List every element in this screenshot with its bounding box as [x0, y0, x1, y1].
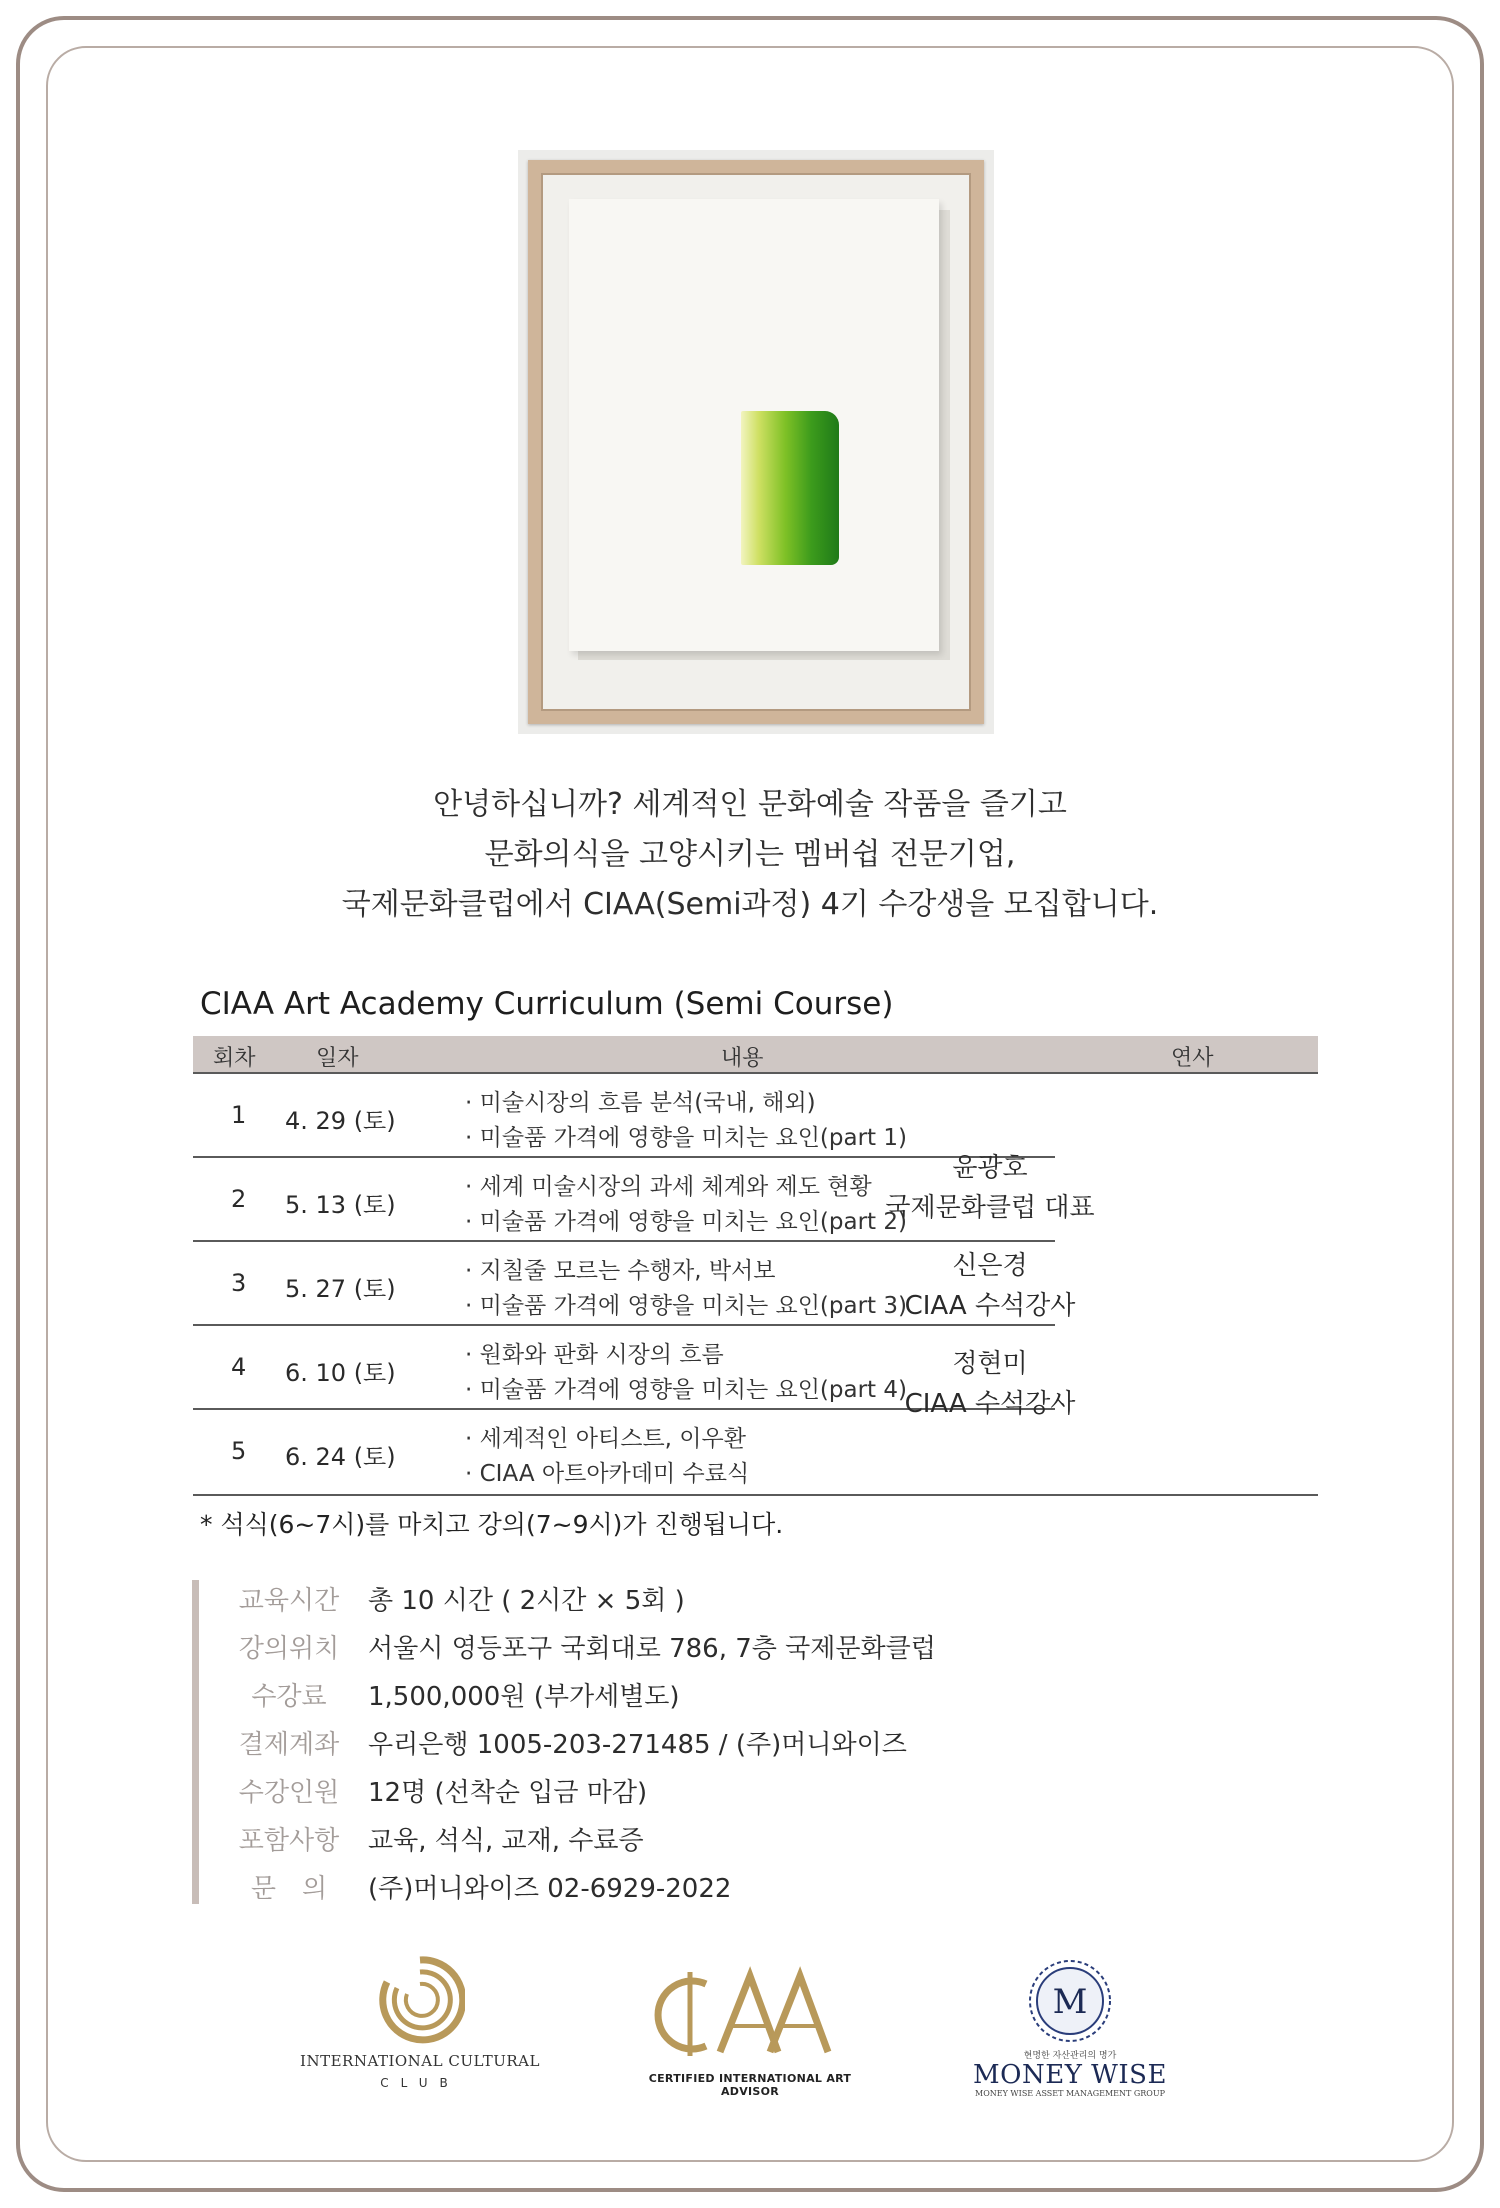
info-value: 12명 (선착순 입금 마감) — [368, 1778, 648, 1808]
ciaa-tagline: CERTIFIED INTERNATIONAL ART ADVISOR — [648, 2072, 852, 2098]
row-round: 1 — [231, 1101, 247, 1129]
info-label: 수강료 — [251, 1682, 327, 1712]
content-item: · CIAA 아트아카데미 수료식 — [465, 1461, 750, 1487]
content-item: · 미술품 가격에 영향을 미치는 요인(part 4) — [465, 1377, 907, 1403]
moneywise-emblem-icon — [1027, 1958, 1113, 2044]
table-row — [193, 1410, 1318, 1496]
moneywise-tagline: 현명한 자산관리의 명가 — [1023, 2051, 1117, 2061]
row-date: 5. 27 (토) — [285, 1275, 396, 1303]
table-row — [193, 1326, 1318, 1410]
header-content: 내용 — [721, 1046, 764, 1071]
content-item: · 세계적인 아티스트, 이우환 — [465, 1426, 746, 1452]
info-value: (주)머니와이즈 02-6929-2022 — [368, 1874, 732, 1904]
info-row — [226, 1868, 731, 1916]
header-speaker: 연사 — [1171, 1046, 1214, 1071]
intro-text — [0, 780, 1500, 930]
info-row — [226, 1724, 907, 1772]
row-content — [465, 1254, 907, 1324]
row-date: 4. 29 (토) — [285, 1107, 396, 1135]
speaker-name: 윤광호 — [952, 1153, 1028, 1183]
info-label: 교육시간 — [238, 1586, 340, 1616]
moneywise-subtitle: MONEY WISE ASSET MANAGEMENT GROUP — [975, 2089, 1165, 2098]
row-date: 6. 24 (토) — [285, 1443, 396, 1471]
info-row — [226, 1580, 685, 1628]
icc-name: INTERNATIONAL CULTURAL — [300, 2052, 540, 2070]
info-label: 강의위치 — [238, 1634, 340, 1664]
info-row — [226, 1676, 680, 1724]
content-item: · 원화와 판화 시장의 흐름 — [465, 1342, 724, 1368]
icc-spiral-icon — [375, 1952, 465, 2048]
row-content — [465, 1338, 907, 1408]
info-label: 수강인원 — [238, 1778, 340, 1808]
info-accent-bar — [192, 1580, 199, 1904]
header-date: 일자 — [316, 1046, 359, 1071]
artwork-frame — [528, 160, 984, 724]
info-label: 결제계좌 — [238, 1730, 340, 1760]
row-content — [465, 1422, 749, 1492]
row-round: 4 — [231, 1353, 247, 1381]
speaker-list — [860, 1148, 1120, 1442]
curriculum-title: CIAA Art Academy Curriculum (Semi Course) — [200, 986, 894, 1022]
content-item: · 미술시장의 흐름 분석(국내, 해외) — [465, 1090, 816, 1116]
intro-line-3: 국제문화클럽에서 CIAA(Semi과정) 4기 수강생을 모집합니다. — [341, 887, 1159, 922]
speaker-item — [860, 1246, 1120, 1326]
content-item: · 지칠줄 모르는 수행자, 박서보 — [465, 1258, 776, 1284]
table-row — [193, 1074, 1318, 1158]
info-row — [226, 1772, 647, 1820]
info-row — [226, 1628, 936, 1676]
green-brushstroke — [741, 411, 839, 565]
moneywise-letter: M — [1052, 1982, 1088, 2022]
table-row — [193, 1158, 1318, 1242]
ciaa-mark-icon — [650, 1966, 850, 2062]
speaker-item — [860, 1148, 1120, 1228]
moneywise-name: MONEY WISE — [973, 2060, 1167, 2090]
artwork-image — [518, 150, 994, 734]
row-round: 2 — [231, 1185, 247, 1213]
content-item: · 미술품 가격에 영향을 미치는 요인(part 3) — [465, 1293, 907, 1319]
info-value: 우리은행 1005-203-271485 / (주)머니와이즈 — [368, 1730, 907, 1760]
icc-club: CLUB — [380, 2076, 460, 2090]
content-item: · 미술품 가격에 영향을 미치는 요인(part 1) — [465, 1125, 907, 1151]
row-content — [465, 1170, 907, 1240]
intro-line-1: 안녕하십니까? 세계적인 문화예술 작품을 즐기고 — [433, 787, 1067, 822]
artwork-paper — [569, 199, 939, 651]
curriculum-table — [193, 1036, 1318, 1496]
dinner-note: * 석식(6~7시)를 마치고 강의(7~9시)가 진행됩니다. — [200, 1510, 784, 1539]
content-item: · 세계 미술시장의 과세 체계와 제도 현황 — [465, 1174, 872, 1200]
ciaa-logo — [620, 1966, 880, 2098]
row-round: 3 — [231, 1269, 247, 1297]
info-value: 총 10 시간 ( 2시간 × 5회 ) — [368, 1586, 685, 1616]
header-round: 회차 — [213, 1046, 256, 1071]
info-row — [226, 1820, 644, 1868]
info-label: 문 의 — [250, 1874, 328, 1904]
speaker-title: CIAA 수석강사 — [904, 1291, 1076, 1321]
speaker-item — [860, 1344, 1120, 1424]
row-date: 6. 10 (토) — [285, 1359, 396, 1387]
speaker-name: 정현미 — [952, 1349, 1028, 1379]
icc-logo — [300, 1952, 540, 2090]
row-date: 5. 13 (토) — [285, 1191, 396, 1219]
row-content — [465, 1086, 907, 1156]
intro-line-2: 문화의식을 고양시키는 멤버쉽 전문기업, — [484, 837, 1016, 872]
info-label: 포함사항 — [238, 1826, 340, 1856]
moneywise-logo — [960, 1958, 1180, 2098]
info-value: 1,500,000원 (부가세별도) — [368, 1682, 680, 1712]
table-row — [193, 1242, 1318, 1326]
content-item: · 미술품 가격에 영향을 미치는 요인(part 2) — [465, 1209, 907, 1235]
speaker-title: 국제문화클럽 대표 — [885, 1193, 1095, 1223]
row-round: 5 — [231, 1437, 247, 1465]
table-header — [193, 1036, 1318, 1074]
info-value: 서울시 영등포구 국회대로 786, 7층 국제문화클럽 — [368, 1634, 936, 1664]
speaker-title: CIAA 수석강사 — [904, 1389, 1076, 1419]
speaker-name: 신은경 — [952, 1251, 1028, 1281]
info-value: 교육, 석식, 교재, 수료증 — [368, 1826, 644, 1856]
